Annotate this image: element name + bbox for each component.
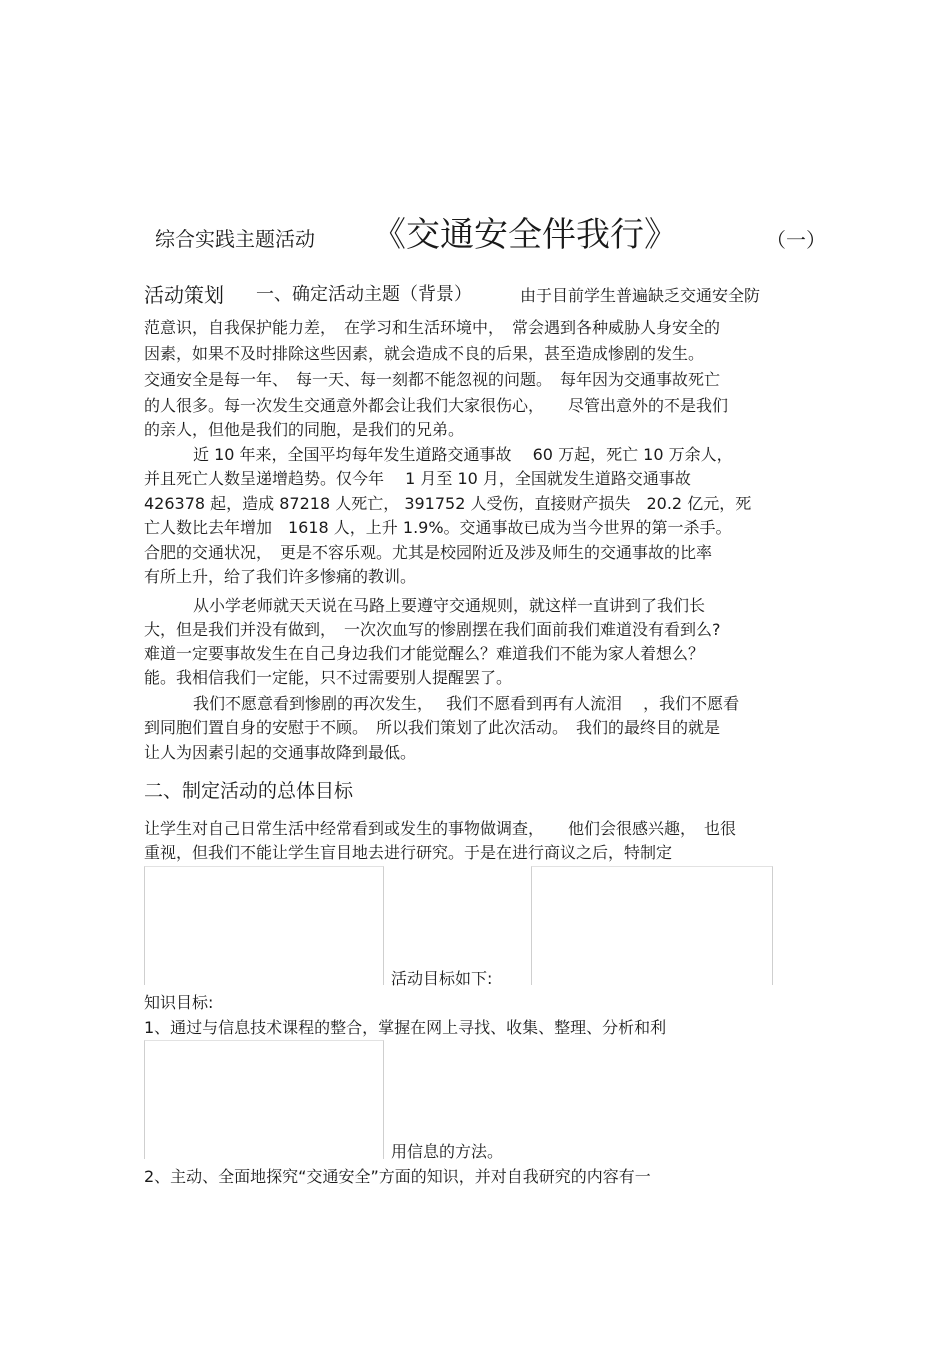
paragraph-line: 难道一定要事故发生在自己身边我们才能觉醒么？难道我们不能为家人着想么？ [144,644,705,663]
knowledge-goals-label: 知识目标: [144,993,214,1012]
section-intro-text: 由于目前学生普遍缺乏交通安全防 [520,286,761,305]
paragraph-line: 亡人数比去年增加 1618 人，上升 1.9%。交通事故已成为当今世界的第一杀手。 [144,518,732,537]
section-heading-1: 一、确定活动主题（背景） [256,284,472,305]
title-prefix: 综合实践主题活动 [155,227,315,251]
paragraph-line: 的人很多。每一次发生交通意外都会让我们大家很伤心， 尽管出意外的不是我们 [144,396,729,415]
list-item: 1、通过与信息技术课程的整合，掌握在网上寻找、收集、整理、分析和利 [144,1018,667,1037]
section-label: 活动策划 [144,283,224,307]
empty-frame [144,1040,384,1159]
paragraph-line: 到同胞们置自身的安慰于不顾。 所以我们策划了此次活动。 我们的最终目的就是 [144,718,721,737]
paragraph-line: 并且死亡人数呈递增趋势。仅今年 1 月至 10 月，全国就发生道路交通事故 [144,469,691,488]
paragraph-line: 因素，如果不及时排除这些因素，就会造成不良的后果，甚至造成惨剧的发生。 [144,344,705,363]
title-suffix: （一） [766,228,826,252]
section-heading-2: 二、制定活动的总体目标 [144,780,354,802]
list-item-continuation: 用信息的方法。 [391,1142,504,1161]
paragraph-line: 我们不愿意看到惨剧的再次发生， 我们不愿看到再有人流泪 ，我们不愿看 [193,694,740,713]
paragraph-line: 能。我相信我们一定能，只不过需要别人提醒罢了。 [144,668,513,687]
paragraph-line: 交通安全是每一年、 每一天、每一刻都不能忽视的问题。 每年因为交通事故死亡 [144,370,721,389]
paragraph-line: 426378 起，造成 87218 人死亡， 391752 人受伤，直接财产损失 20.2 亿元，死 [144,494,752,513]
paragraph-line: 让学生对自己日常生活中经常看到或发生的事物做调查， 他们会很感兴趣， 也很 [144,819,737,838]
list-item: 2、主动、全面地探究“交通安全”方面的知识，并对自我研究的内容有一 [144,1167,651,1186]
goals-caption: 活动目标如下: [391,969,493,988]
paragraph-line: 从小学老师就天天说在马路上要遵守交通规则，就这样一直讲到了我们长 [193,596,706,615]
paragraph-line: 重视，但我们不能让学生盲目地去进行研究。于是在进行商议之后，特制定 [144,843,673,862]
paragraph-line: 让人为因素引起的交通事故降到最低。 [144,743,417,762]
empty-frame [144,866,384,985]
paragraph-line: 范意识，自我保护能力差， 在学习和生活环境中， 常会遇到各种威胁人身安全的 [144,318,721,337]
paragraph-line: 近 10 年来，全国平均每年发生道路交通事故 60 万起，死亡 10 万余人， [193,445,733,464]
paragraph-line: 大，但是我们并没有做到， 一次次血写的惨剧摆在我们面前我们难道没有看到么? [144,620,721,639]
empty-frame [531,866,773,985]
paragraph-line: 合肥的交通状况， 更是不容乐观。尤其是校园附近及涉及师生的交通事故的比率 [144,543,713,562]
page-title: 《交通安全伴我行》 [372,215,678,255]
paragraph-line: 的亲人，但他是我们的同胞，是我们的兄弟。 [144,420,465,439]
paragraph-line: 有所上升，给了我们许多惨痛的教训。 [144,567,417,586]
